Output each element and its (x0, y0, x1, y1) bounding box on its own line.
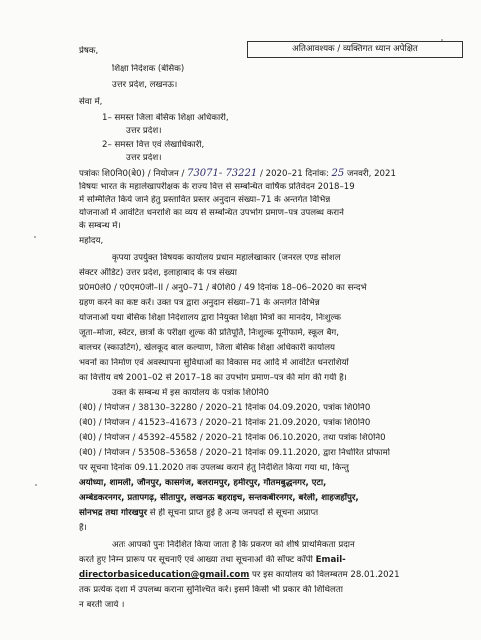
reference-day-handwritten: 25 (331, 168, 345, 179)
districts-tail-rest: से ही सूचना प्राप्त हुई है अन्य जनपदों से सूचना अप्राप्त (149, 508, 319, 518)
districts-line: अयोध्या, शामली, जौनपुर, कासगंज, बलरामपुर, हमीरपुर, गौतमबुद्धनगर, एटा, (79, 478, 327, 488)
scan-speck (35, 484, 37, 486)
para3-line: तक प्रत्येक दशा में उपलब्ध कराना सुनिश्चित करें। इसमें किसी भी प्रकार की शिथिलता (79, 585, 343, 595)
scan-speck (441, 39, 443, 41)
reference-middle: / 2020–21 दिनांक: (260, 169, 329, 179)
para1-line: सेक्टर ऑडिट) उत्तर प्रदेश, इलाहाबाद के पत्र संख्या (79, 268, 237, 278)
districts-end: है। (79, 523, 87, 533)
para1-line: भवनों का निर्माण एवं अवस्थापना सुविधाओं का विकास मद आदि में आवंटित धनराशियों (79, 358, 349, 368)
reference-line (79, 168, 396, 180)
reference-number-handwritten: 73071- 73221 (187, 168, 258, 179)
sender-place: उत्तर प्रदेश, लखनऊ। (112, 80, 178, 90)
reference-prefix: पत्रांकः शि0नि0(बे0) / नियोजन / (79, 169, 185, 179)
subject-line-3: योजनाओं में आवंटित धनराशि का व्यय से सम्बन्धित उपभोग प्रमाण–पत्र उपलब्ध कराने (79, 208, 344, 218)
para2-line: (बे0) / नियोजन / 53508–53658 / 2020–21 दिनांक 09.11.2020, द्वारा निर्धारित प्रोफार्मा (79, 448, 390, 458)
recipient-1-place: उत्तर प्रदेश। (126, 126, 162, 136)
para1-line: योजनाओं यथा बेसिक शिक्षा निदेशालय द्वारा नियुक्त शिक्षा मित्रों का मानदेय, निःशुल्क (79, 313, 342, 323)
para1-line: का वित्तीय वर्ष 2001–02 से 2017–18 का उपभोग प्रमाण–पत्र की मांग की गयी है। (79, 373, 347, 383)
para2-line: उक्त के सम्बन्ध में इस कार्यालय के पत्रांक शि0नि0 (112, 388, 269, 398)
sender-name: शिक्षा निदेशक (बेसिक) (112, 64, 185, 74)
subject-line-4: के सम्बन्ध में। (79, 221, 121, 231)
districts-tail-bold: सोनभद्र तथा गोरखपुर (79, 508, 148, 518)
to-label: सेवा में, (79, 97, 103, 107)
para2-line: (बे0) / नियोजन / 45392–45582 / 2020–21 दिनांक 06.10.2020, तथा पत्रांक शि0नि0 (79, 433, 386, 443)
para3-line (79, 555, 346, 566)
para2-line: (बे0) / नियोजन / 41523–41673 / 2020–21 दिनांक 21.09.2020, पत्रांक शि0नि0 (79, 418, 371, 428)
para3-text: पर इस कार्यालय को विलम्बतम 28.01.2021 (252, 570, 400, 580)
para1-line: ग्रहण करने का कष्ट करें। उक्त पत्र द्वारा अनुदान संख्या–71 के अन्तर्गत विभिन्न (79, 298, 320, 308)
para2-line: (बे0) / नियोजन / 38130–32280 / 2020–21 दिनांक 04.09.2020, पत्रांक शि0नि0 (79, 403, 371, 413)
salutation: महोदय, (79, 236, 104, 246)
para1-line: बालचर (स्काउटिंग), खेलकूद बाल कल्याण, जिला बेसिक शिक्षा अधिकारी कार्यालय (79, 343, 336, 353)
para2-line: पर सूचना दिनांक 09.11.2020 तक उपलब्ध कराने हेतु निर्देशित किया गया था, किन्तु (79, 463, 349, 473)
email-label: Email- (315, 555, 346, 565)
reference-suffix: जनवरी, 2021 (346, 169, 396, 179)
para3-line: अतः आपको पुनः निर्देशित किया जाता है कि प्रकरण को शीर्ष प्राथमिकता प्रदान (112, 540, 355, 550)
para1-line: जूता–मोजा, स्वेटर, छात्रों के परीक्षा शुल्क की प्रतिपूर्ति, निःशुल्क यूनीफार्म, स्कूल बैग, (79, 328, 339, 338)
recipient-2: 2– समस्त वित्त एवं लेखाधिकारी, (102, 140, 205, 150)
priority-box: अतिआवश्यक / व्यक्तिगत ध्यान अपेक्षित (247, 41, 463, 58)
email-link[interactable]: directorbasiceducation@gmail.com (79, 570, 250, 580)
para1-line: प्र0म0ले0 / ए0एम0जी–II / अनु0–71 / बे0शि0 / 49 दिनांक 18–06–2020 का सन्दर्भ (79, 283, 367, 293)
sender-label: प्रेषक, (79, 46, 99, 56)
recipient-2-place: उत्तर प्रदेश। (126, 153, 162, 163)
para3-text: करते हुए निम्न प्रारूप पर सूचनाएँ एवं आख्या तथा सूचनाओं की सॉफ्ट कॉपी (79, 555, 313, 565)
para3-line: न बरती जाये । (79, 600, 125, 610)
scan-speck (34, 236, 36, 238)
para1-line: कृपया उपर्युक्त विषयक कार्यालय प्रधान महालेखाकार (जनरल एण्ड सोशल (112, 253, 341, 263)
recipient-1: 1– समस्त जिला बेसिक शिक्षा अधिकारी, (102, 113, 229, 123)
para3-line (79, 570, 400, 581)
districts-line-tail (79, 508, 318, 519)
districts-line: अम्बेडकरनगर, प्रतापगढ़, सीतापुर, लखनऊ बहराइच, सन्तकबीरनगर, बरेली, शाहजहाँपुर, (79, 493, 359, 503)
subject-line-2: में सम्मिलित किये जाने हेतु प्रस्तावित प्रस्तर अनुदान संख्या–71 के अन्तर्गत विभिन्न (79, 195, 331, 205)
subject-line-1: विषयः भारत के महालेखापरीक्षक के राज्य वित्त से सम्बन्धित वार्षिक प्रतिवेदन 2018–19 (79, 182, 355, 192)
